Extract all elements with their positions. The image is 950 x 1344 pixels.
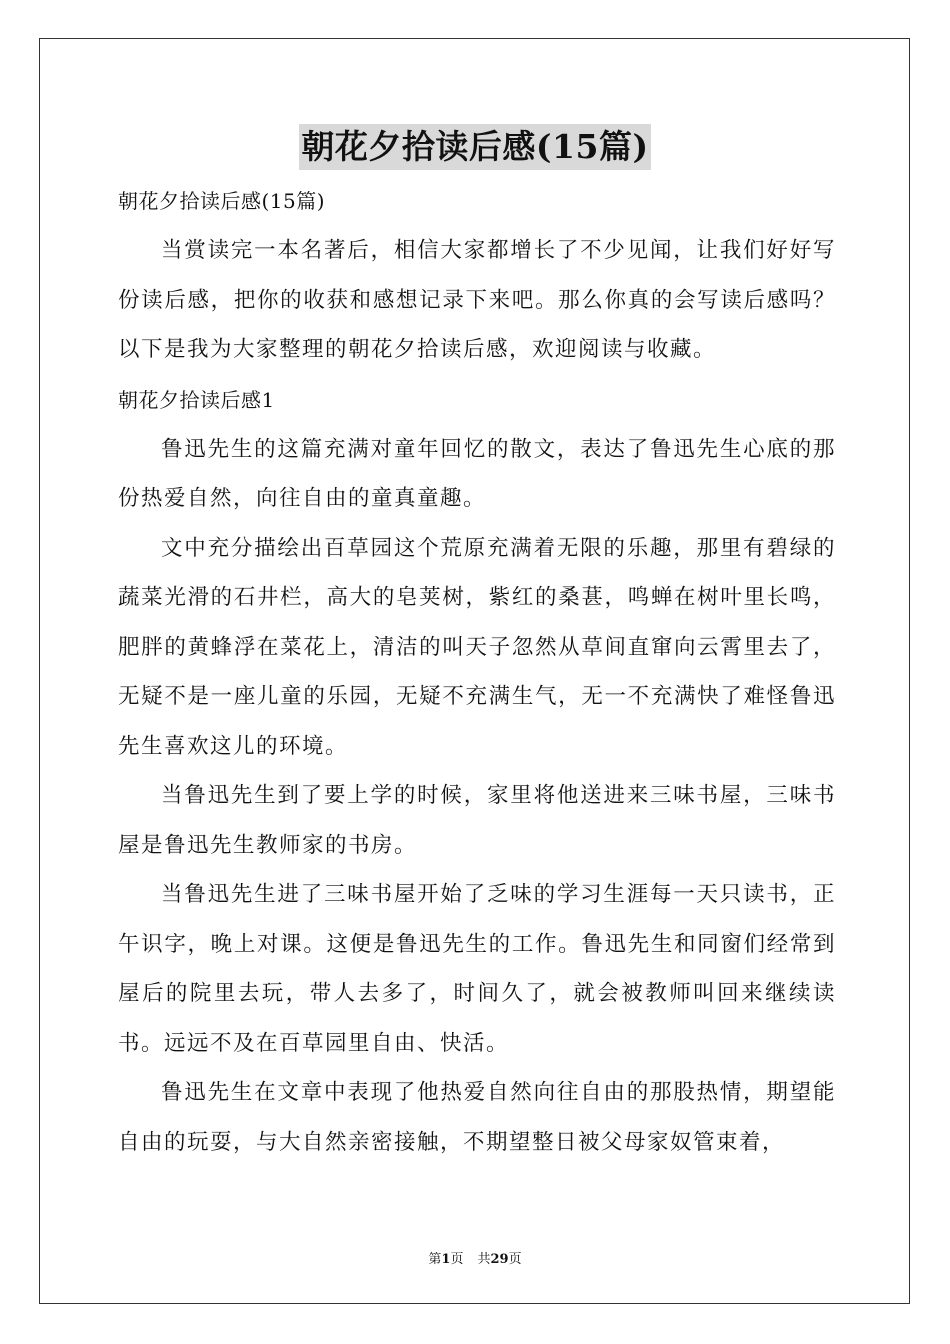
body-paragraph: 鲁迅先生的这篇充满对童年回忆的散文，表达了鲁迅先生心底的那份热爱自然，向往自由的童真童趣。 <box>118 436 836 511</box>
page-prefix: 第 <box>428 1252 442 1267</box>
intro-paragraph: 当赏读完一本名著后，相信大家都增长了不少见闻，让我们好好写份读后感，把你的收获和感想记录下来吧。那么你真的会写读后感吗？以下是我为大家整理的朝花夕拾读后感，欢迎阅读与收藏。 <box>118 238 836 362</box>
document-body <box>118 176 836 1167</box>
total-prefix: 共 <box>477 1252 491 1267</box>
page-footer <box>0 1248 950 1267</box>
body-paragraph: 文中充分描绘出百草园这个荒原充满着无限的乐趣，那里有碧绿的蔬菜光滑的石井栏，高大的皂荚树，紫红的桑葚，鸣蝉在树叶里长鸣，肥胖的黄蜂浮在菜花上，清洁的叫天子忽然从草间直窜向云霄里去了，无疑不是一座儿童的乐园，无疑不充满生气，无一不充满快了难怪鲁迅先生喜欢这儿的环境。 <box>118 535 836 759</box>
total-pages: 29 <box>490 1252 509 1267</box>
section-heading: 朝花夕拾读后感1 <box>118 387 275 412</box>
body-paragraph: 鲁迅先生在文章中表现了他热爱自然向往自由的那股热情，期望能自由的玩耍，与大自然亲密接触，不期望整日被父母家奴管束着， <box>118 1080 836 1155</box>
body-paragraph: 当鲁迅先生到了要上学的时候，家里将他送进来三味书屋，三味书屋是鲁迅先生教师家的书房。 <box>118 783 836 858</box>
total-suffix: 页 <box>508 1252 522 1267</box>
body-paragraph: 当鲁迅先生进了三味书屋开始了乏味的学习生涯每一天只读书，正午识字，晚上对课。这便是鲁迅先生的工作。鲁迅先生和同窗们经常到屋后的院里去玩，带人去多了，时间久了，就会被教师叫回来继续读书。远远不及在百草园里自由、快活。 <box>118 882 836 1056</box>
document-title: 朝花夕拾读后感(15篇) <box>299 124 650 170</box>
document-subtitle: 朝花夕拾读后感(15篇) <box>118 189 326 213</box>
title-container <box>0 124 950 170</box>
page-suffix: 页 <box>450 1252 464 1267</box>
page-number: 1 <box>441 1252 451 1267</box>
